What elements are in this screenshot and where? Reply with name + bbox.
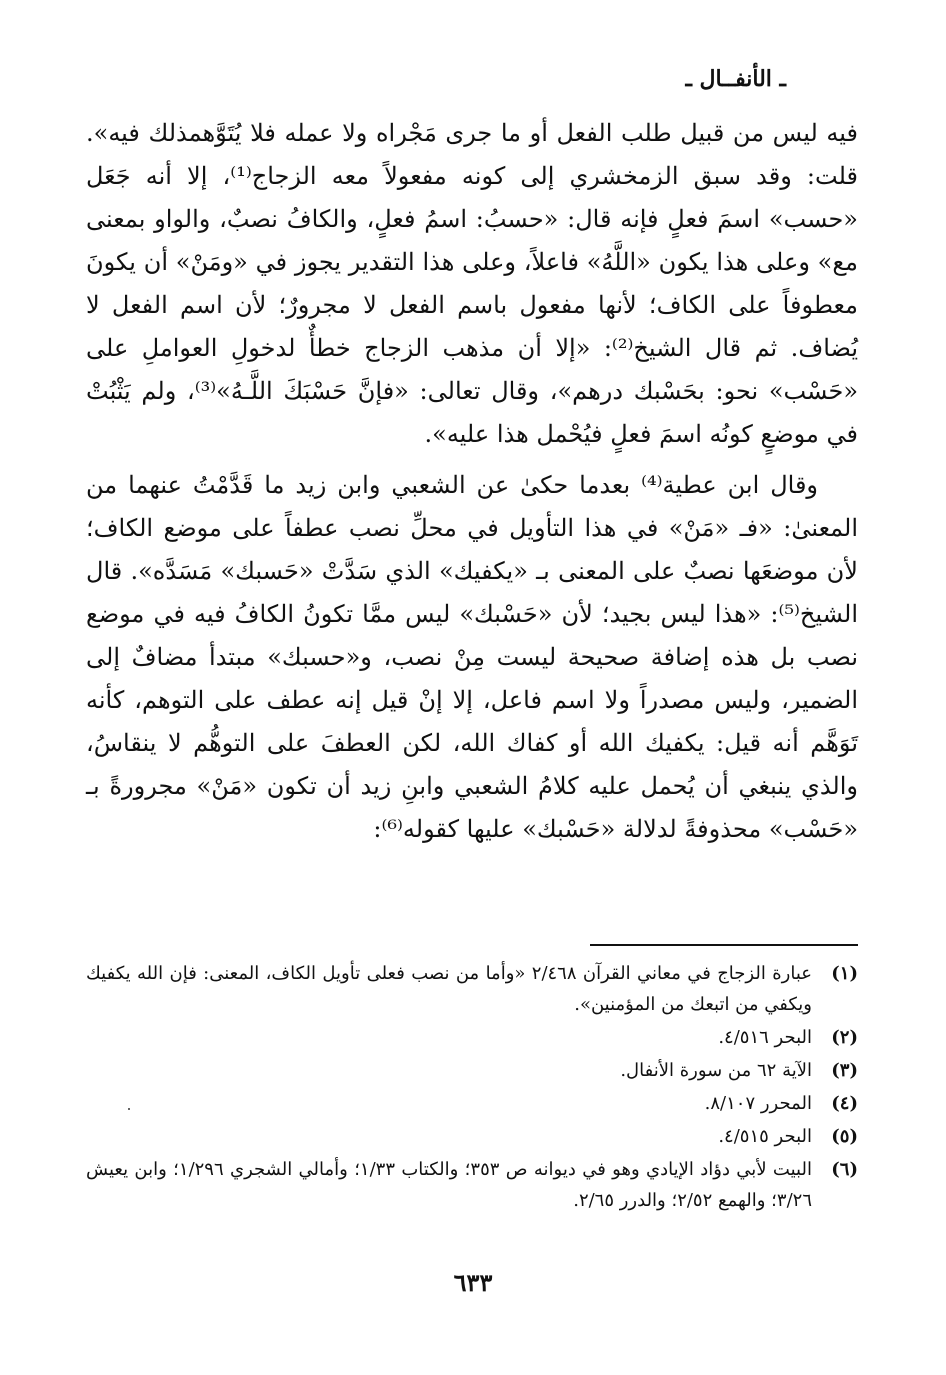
page-number: ٦٣٣ bbox=[453, 1268, 493, 1297]
footnote-number: (٢) bbox=[831, 1027, 858, 1048]
footnote bbox=[86, 1154, 858, 1216]
footnote-text: الآية ٦٢ من سورة الأنفال. bbox=[620, 1060, 812, 1081]
body-paragraph: فيه ليس من قبيل طلب الفعل أو ما جرى مَجْراه ولا عمله فلا يُتَوَّهمذلك فيه». قلت: وقد سبق الزمخشري إلى كونه مفعولاً معه الزجاج⁽¹⁾، إلا أنه جَعَل «حسب» اسمَ فعلٍ فإنه قال: «حسبُ: اسمُ فعلٍ، والكافُ نصبٌ، والواو بمعنى مع» وعلى هذا يكون «اللَّهُ» فاعلاً، وعلى هذا التقدير يجوز في «ومَنْ» أن يكونَ معطوفاً على الكاف؛ لأنها مفعول باسم الفعل لا مجرورٌ؛ لأن اسم الفعل لا يُضاف. ثم قال الشيخ⁽²⁾: «إلا أن مذهب الزجاج خطأٌ لدخولِ العواملِ على «حَسْب» نحو: بحَسْبك درهم»، وقال تعالى: «فإنَّ حَسْبَكَ اللَّـهُ»⁽³⁾، ولم يَثْبُتْ في موضعٍ كونُه اسمَ فعلٍ فيُحْمل هذا عليه». bbox=[86, 119, 859, 448]
footnote-number: (٤) bbox=[831, 1093, 858, 1114]
footnote-separator bbox=[590, 944, 858, 946]
footnote-number: (٥) bbox=[831, 1126, 858, 1147]
footnote-text: البحر ٤/٥١٥. bbox=[718, 1126, 812, 1147]
scan-speck bbox=[128, 1108, 130, 1110]
footnote-number: (٦) bbox=[831, 1159, 858, 1180]
footnote-text: البيت لأبي دؤاد الإيادي وهو في ديوانه ص ٣٥٣؛ والكتاب ١/٣٣؛ وأمالي الشجري ١/٢٩٦؛ وابن يعيش ٣/٢٦؛ والهمع ٢/٥٢؛ والدرر ٢/٦٥. bbox=[86, 1159, 812, 1211]
footnote-text: عبارة الزجاج في معاني القرآن ٢/٤٦٨ «وأما من نصب فعلى تأويل الكاف، المعنى: فإن الله يكفيك ويكفي من اتبعك من المؤمنين». bbox=[86, 963, 812, 1015]
footnote bbox=[86, 1022, 858, 1053]
running-header: ـ الأنفــال ـ bbox=[685, 66, 786, 92]
footnote-text: البحر ٤/٥١٦. bbox=[718, 1027, 812, 1048]
footnote-text: المحرر ٨/١٠٧. bbox=[704, 1093, 812, 1114]
footnote-number: (٣) bbox=[831, 1060, 858, 1081]
footnote bbox=[86, 1088, 858, 1119]
footnote-number: (١) bbox=[831, 963, 858, 984]
main-text bbox=[86, 112, 858, 851]
footnote bbox=[86, 1055, 858, 1086]
footnote bbox=[86, 958, 858, 1020]
body-paragraph: وقال ابن عطية⁽⁴⁾ بعدما حكىٰ عن الشعبي وابن زيد ما قَدَّمْتُ عنهما من المعنىٰ: «فـ «مَنْ» في هذا التأويل في محلِّ نصب عطفاً على موضع الكاف؛ لأن موضعَها نصبٌ على المعنى بـ «يكفيك» الذي سَدَّتْ «حَسبك» مَسَدَّه». قال الشيخ⁽⁵⁾: «هذا ليس بجيد؛ لأن «حَسْبك» ليس ممَّا تكونُ الكافُ فيه في موضع نصب بل هذه إضافة صحيحة ليست مِنْ نصب، و«حسبك» مبتدأ مضافٌ إلى الضمير، وليس مصدراً ولا اسم فاعل، إلا إنْ قيل إنه عطف على التوهم، كأنه تَوَهَّم أنه قيل: يكفيك الله أو كفاك الله، لكن العطفَ على التوهُّم لا ينقاسُ، والذي ينبغي أن يُحمل عليه كلامُ الشعبي وابنِ زيد أن تكون «مَنْ» مجرورةً بـ «حَسْب» محذوفةً لدلالة «حَسْبك» عليها كقوله⁽⁶⁾: bbox=[86, 471, 858, 843]
footnote bbox=[86, 1121, 858, 1152]
footnotes bbox=[86, 958, 858, 1218]
